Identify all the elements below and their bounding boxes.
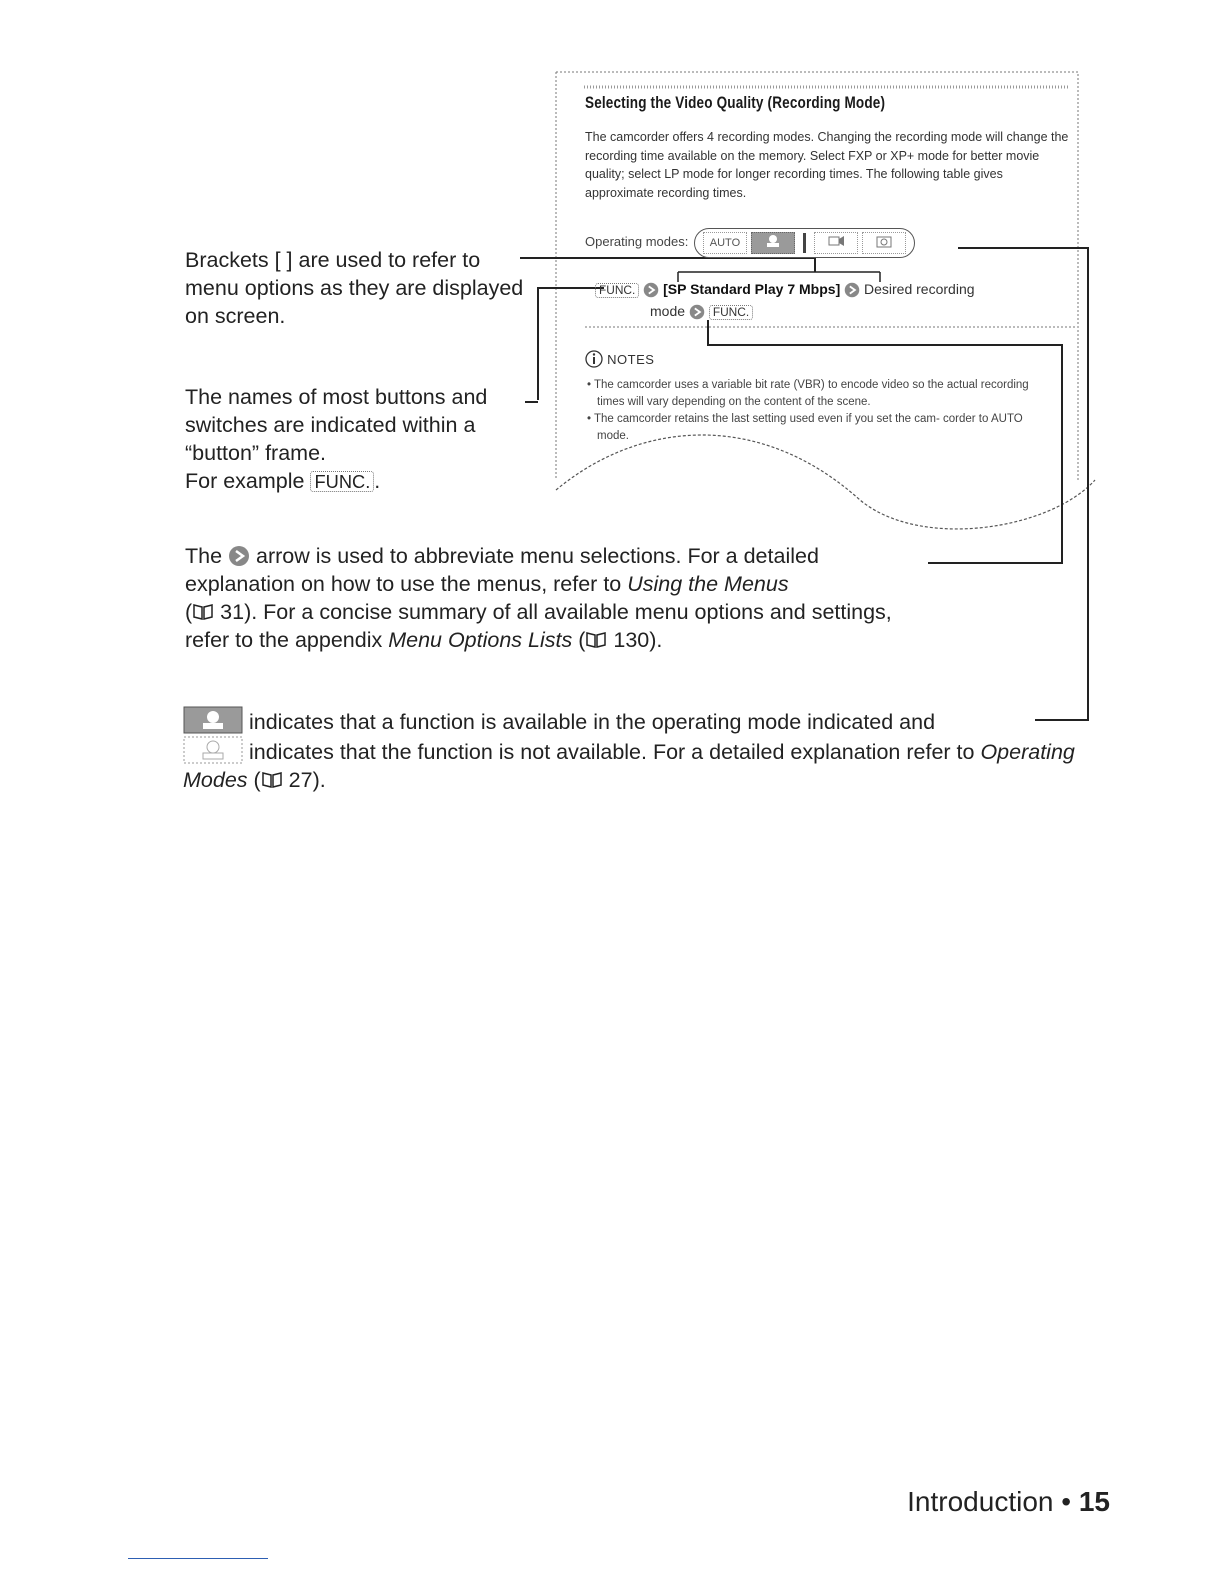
sample-notes-heading: NOTES (585, 350, 654, 368)
footer-section: Introduction (907, 1486, 1054, 1517)
ref-operating-modes: Operating Modes (183, 740, 1075, 792)
mode-separator (803, 233, 806, 253)
mode-playback-icon (814, 232, 858, 254)
menu-desired: Desired recording (864, 281, 975, 297)
ref-using-menus: Using the Menus (627, 572, 789, 596)
menu-arrow-icon (643, 282, 659, 298)
operating-modes-label: Operating modes: (585, 234, 689, 249)
func-button-frame: FUNC. (310, 471, 374, 492)
operating-modes-group (694, 228, 915, 258)
mode-auto: AUTO (703, 232, 747, 254)
sample-menu-path (595, 278, 975, 300)
footer-bullet: • (1061, 1486, 1072, 1517)
book-icon (585, 631, 607, 649)
sample-notes-list (585, 377, 1055, 445)
page-number: 15 (1078, 1486, 1110, 1517)
mode-photo-icon (862, 232, 906, 254)
menu-mode: mode (650, 303, 686, 319)
mode-available-icon (183, 706, 243, 734)
menu-option-sp: [SP Standard Play 7 Mbps] (663, 281, 841, 297)
callout-buttons-text: The names of most buttons and switches are indicated within a “button” frame. (185, 385, 488, 465)
sample-menu-path-2 (650, 300, 753, 322)
callout-buttons-example: For example (185, 469, 305, 493)
note-item: • The camcorder uses a variable bit rate (VBR) to encode video so the actual recording times will vary depending on the content of the scene. (587, 379, 1029, 408)
mode-unavailable-icon (183, 736, 243, 764)
page-footer (907, 1486, 1110, 1518)
callout-brackets: Brackets [ ] are used to refer to menu options as they are displayed on screen. (185, 248, 524, 328)
sample-divider (585, 326, 1075, 328)
sample-body: The camcorder offers 4 recording modes. Changing the recording mode will change the recording time available on the memory. Select FXP or XP+ mode for better movie quality; select LP mode for longer recording times. The following table gives approximate recording times. (585, 130, 1069, 200)
sample-operating-modes (585, 227, 915, 258)
func-button-frame: FUNC. (709, 305, 753, 320)
callout-arrow: The arrow is used to abbreviate menu selections. For a detailed explanation on how to use the menus, refer to Using the Menus ( 31). For a concise summary of all available menu options and settings, refer to the appendix Menu Options Lists ( 130). (185, 544, 892, 652)
ref-menu-options-lists: Menu Options Lists (388, 628, 573, 652)
callout-buttons: The names of most buttons and switches are indicated within a “button” frame. For example FUNC. . (185, 385, 488, 493)
menu-arrow-icon (844, 282, 860, 298)
note-item: • The camcorder retains the last setting used even if you set the cam- corder to AUTO mode. (587, 413, 1023, 442)
info-icon (585, 350, 603, 368)
func-button-frame: FUNC. (595, 283, 639, 298)
sample-page-excerpt (555, 72, 1085, 542)
book-icon (192, 603, 214, 621)
menu-arrow-icon (228, 545, 250, 567)
callout-operating-mode: indicates that a function is available in the operating mode indicated and indicates that the function is not available. For a detailed explanation refer to Operating Modes ( 27). (183, 706, 1083, 794)
mode-manual-icon (751, 232, 795, 254)
sample-title: Selecting the Video Quality (Recording Mode) (585, 94, 886, 112)
menu-arrow-icon (689, 304, 705, 320)
bottom-rule (128, 1558, 268, 1559)
book-icon (261, 771, 283, 789)
